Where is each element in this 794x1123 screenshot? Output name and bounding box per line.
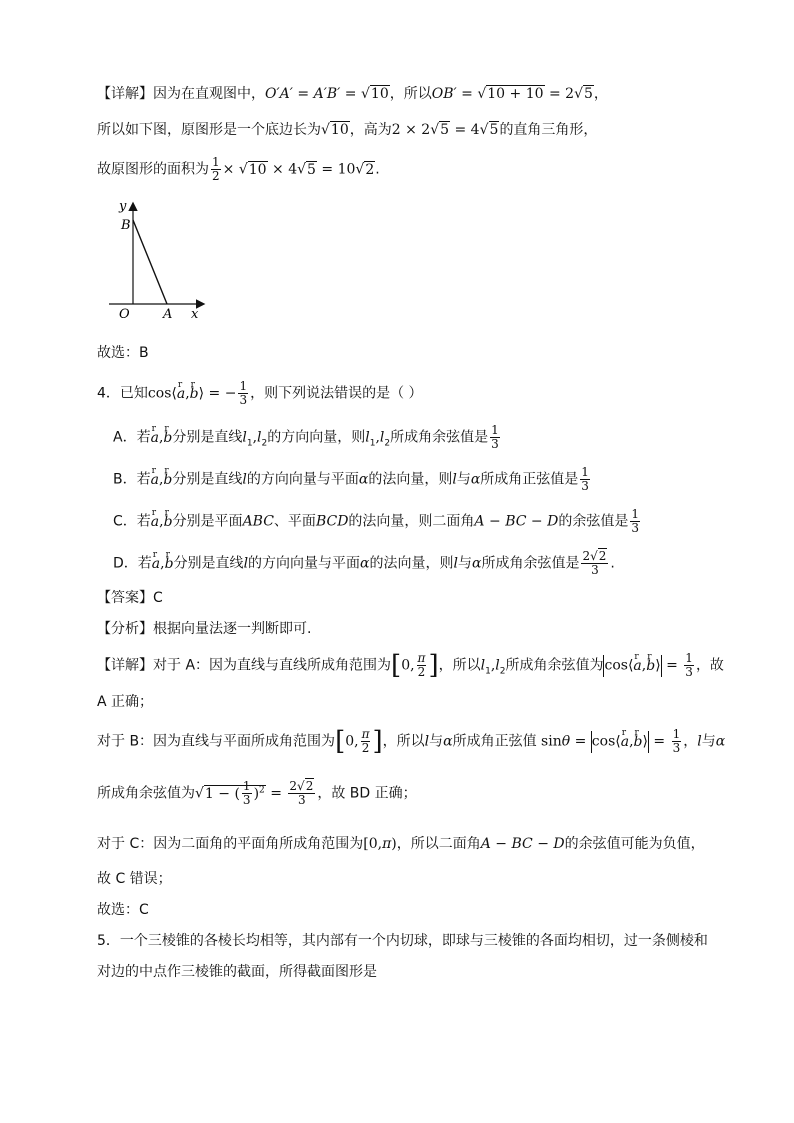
label-b: B xyxy=(121,218,131,233)
q5-line-2: 对边的中点作三棱锥的截面，所得截面图形是 xyxy=(97,964,377,980)
answer-q3: 故选：B xyxy=(97,345,149,361)
triangle-figure xyxy=(105,196,215,321)
q4-detail-7: 故选：C xyxy=(97,902,149,918)
solution-line-1: 【详解】因为在直观图中，O′A′ = A′B′ = √10，所以OB′ = √10 + 10 = 2√5， xyxy=(97,86,608,102)
q4-detail-1: 【详解】对于 A：因为直线与直线所成角范围为[0, $\frac{\pi}{2}$ ]，所以$l_1,l_2$所成角余弦值为cos⟨r a,r b⟩ = $\frac{1}{3}$ ，故 xyxy=(97,652,724,681)
solution-text: 因为在直观图中， xyxy=(153,86,265,102)
formula: O′A′ xyxy=(265,86,293,102)
q4-detail-6: 故 C 错误； xyxy=(97,871,172,887)
solution-tag: 【详解】 xyxy=(97,86,153,102)
q4-detail-3: 对于 B：因为直线与平面所成角范围为[0, $\frac{\pi}{2}$ ]，所以l与α所成角正弦值 sinθ = cos⟨r a,r b⟩ = $\frac{1}{3}$ ，l与α xyxy=(97,728,725,755)
label-x: x xyxy=(191,307,199,321)
q4-stem: 4．已知cos⟨r a,r b⟩ = − $\frac{1}{3}$ ，则下列说法错误的是（ ） xyxy=(97,380,423,407)
q4-detail-5: 对于 C：因为二面角的平面角所成角范围为[0,π)，所以二面角A − BC − D的余弦值可能为负值， xyxy=(97,836,705,852)
solution-line-2: 所以如下图，原图形是一个底边长为√10，高为2 × 2√5 = 4√5的直角三角形， xyxy=(97,122,598,138)
q4-option-b: B．若r a,r b分别是直线l的方向向量与平面α的法向量，则l与α所成角正弦值是 $\frac{1}{3}$ xyxy=(113,466,592,493)
q4-option-d: D．若r a,r b分别是直线l的方向向量与平面α的法向量，则l与α所成角余弦值是 $\frac{2√2}{3}$ . xyxy=(113,550,615,577)
q4-analysis: 【分析】根据向量法逐一判断即可. xyxy=(97,621,312,637)
label-a: A xyxy=(163,307,173,321)
solution-line-3: 故原图形的面积为 $\frac{1}{2}$ × √10 × 4√5 = 10√2. xyxy=(97,155,380,183)
q4-option-a: A．若r a,r b分别是直线$l_1,l_2$的方向向量，则$l_1,l_2$所成角余弦值是 $\frac{1}{3}$ xyxy=(113,424,502,453)
q4-detail-4: 所成角余弦值为√1 − ( $\frac{1}{3}$ )$^2$ = $\frac{2√2}{3}$ ，故 BD 正确； xyxy=(97,779,417,808)
q4-answer: 【答案】C xyxy=(97,590,163,606)
label-y: y xyxy=(119,199,127,214)
q5-line-1: 5．一个三棱锥的各棱长均相等，其内部有一个内切球，即球与三棱锥的各面均相切，过一条侧棱和 xyxy=(97,933,708,949)
q4-detail-2: A 正确； xyxy=(97,694,154,710)
hypotenuse xyxy=(133,220,167,304)
q4-option-c: C．若r a,r b分别是平面ABC、平面BCD的法向量，则二面角A − BC − D的余弦值是 $\frac{1}{3}$ xyxy=(113,508,642,535)
label-o: O xyxy=(119,307,130,321)
